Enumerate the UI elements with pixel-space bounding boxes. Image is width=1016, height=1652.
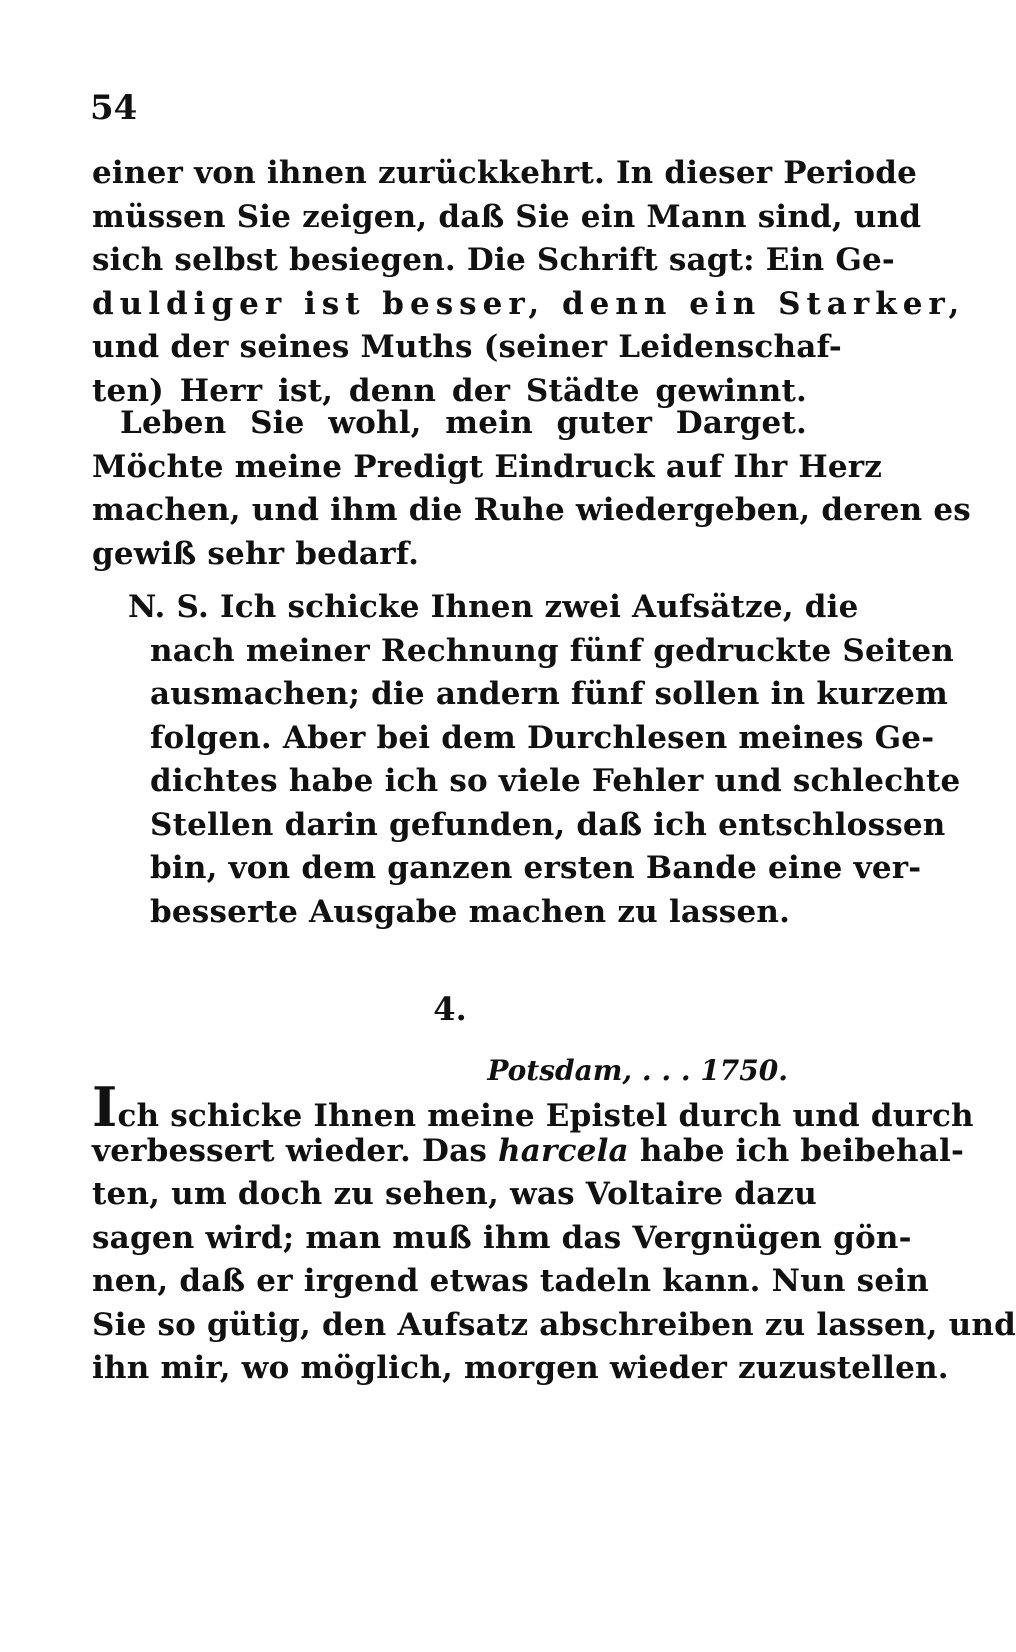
letter-body [92,1075,1016,1391]
section-number: 4. [433,990,467,1028]
dateline: Potsdam, . . . 1750. [487,1054,788,1087]
text-line: machen, und ihm die Ruhe wiedergeben, deren es [92,492,971,528]
text-span: verbessert wieder. Das [92,1132,499,1169]
text-line: ausmachen; die andern fünf sollen in kurzem [150,676,948,712]
text-line: N. S. Ich schicke Ihnen zwei Aufsätze, die [128,589,859,625]
text-line: sagen wird; man muß ihm das Vergnügen gön- [92,1219,912,1256]
text-line: müssen Sie zeigen, daß Sie ein Mann sind, und [92,198,922,235]
italic-word: harcela [498,1132,629,1169]
text-line-first [92,1075,974,1139]
text-line: nach meiner Rechnung fünf gedruckte Seiten [150,632,955,669]
text-line-emphasis: duldiger ist besser, denn ein Starker, [92,285,966,322]
text-line: ten, um doch zu sehen, was Voltaire dazu [92,1176,817,1212]
text-line: ihn mir, wo möglich, morgen wieder zuzustellen. [92,1350,949,1386]
text-span: ch schicke Ihnen meine Epistel durch und durch [117,1098,974,1134]
text-line: bin, von dem ganzen ersten Bande eine ver- [150,850,922,886]
page-number: 54 [90,88,138,128]
text-line: einer von ihnen zurückkehrt. In dieser Periode [92,155,918,191]
text-line: Sie so gütig, den Aufsatz abschreiben zu lassen, und [92,1306,1016,1343]
text-line: gewiß sehr bedarf. [92,535,420,572]
text-line: und der seines Muths (seiner Leidenschaf- [92,329,842,365]
text-line: dichtes habe ich so viele Fehler und schlechte [150,763,961,799]
paragraph-1 [92,152,966,413]
text-line: besserte Ausgabe machen zu lassen. [150,893,791,930]
drop-cap: I [92,1075,118,1139]
paragraph-2 [92,402,971,576]
text-span: habe ich beibehal- [628,1132,965,1169]
text-line: folgen. Aber bei dem Durchlesen meines Ge- [150,719,935,756]
text-line: ten) Herr ist, denn der Städte gewinnt. [92,372,807,409]
text-line: Möchte meine Predigt Eindruck auf Ihr Herz [92,448,883,485]
postscript [128,586,961,934]
text-line: Stellen darin gefunden, daß ich entschlossen [150,806,946,843]
text-line: sich selbst besiegen. Die Schrift sagt: Ein Ge- [92,242,896,278]
text-line [92,1130,965,1174]
text-line: nen, daß er irgend etwas tadeln kann. Nun sein [92,1263,929,1299]
text-line: Leben Sie wohl, mein guter Darget. [120,405,807,441]
